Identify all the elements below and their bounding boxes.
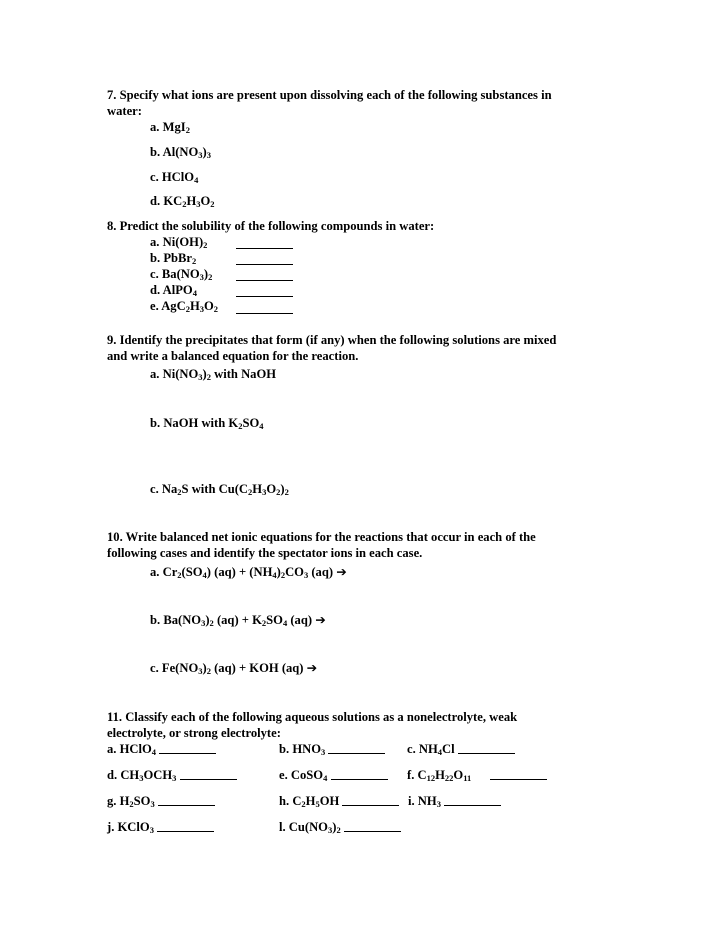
formula-text: NH xyxy=(417,794,437,808)
formula-subscript: 3 xyxy=(198,150,203,160)
formula-text: Na xyxy=(161,482,178,496)
formula-text: ) xyxy=(202,145,207,159)
q8-answer-blank-b[interactable] xyxy=(236,263,293,265)
q7-item-b xyxy=(150,145,211,160)
item-label: c. xyxy=(150,170,162,184)
q8-item-d xyxy=(150,283,197,298)
formula-text: HClO xyxy=(161,170,195,184)
formula-subscript: 3 xyxy=(139,773,144,783)
formula-subscript: 3 xyxy=(303,570,309,580)
q11-answer-blank-h[interactable] xyxy=(342,804,399,806)
q11-item-a xyxy=(107,742,216,757)
formula-text: Ba(NO xyxy=(161,267,200,281)
formula-text: Al(NO xyxy=(162,145,199,159)
item-label: a. xyxy=(150,565,163,579)
formula-text: ) xyxy=(202,367,207,381)
q9-item-c xyxy=(150,482,289,497)
formula-subscript: 3 xyxy=(321,747,326,757)
item-label: i. xyxy=(408,794,418,808)
formula-subscript: 3 xyxy=(172,773,177,783)
formula-subscript: 3 xyxy=(198,372,203,382)
formula-subscript: 4 xyxy=(282,618,288,628)
item-label: b. xyxy=(150,251,164,265)
q8-item-c xyxy=(150,267,212,282)
item-label: c. xyxy=(150,661,162,675)
q11-item-j xyxy=(107,820,214,835)
formula-subscript: 2 xyxy=(210,199,215,209)
formula-text: AgC xyxy=(161,299,186,313)
q11-answer-blank-i[interactable] xyxy=(444,804,501,806)
item-label: b. xyxy=(150,145,163,159)
q11-answer-blank-g[interactable] xyxy=(158,804,215,806)
formula-text: KClO xyxy=(117,820,150,834)
formula-subscript: 2 xyxy=(209,618,214,628)
formula-text: H xyxy=(252,482,263,496)
formula-text: Cr xyxy=(162,565,178,579)
q10-prompt-line1: 10. Write balanced net ionic equations for the reactions that occur in each of the xyxy=(107,530,536,544)
formula-text: O xyxy=(204,299,214,313)
formula-subscript: 2 xyxy=(280,570,286,580)
q8-answer-blank-e[interactable] xyxy=(236,312,293,314)
q7-prompt-line1: 7. Specify what ions are present upon dissolving each of the following substances in xyxy=(107,88,552,102)
formula-text: KC xyxy=(163,194,183,208)
formula-text: Ba(NO xyxy=(163,613,202,627)
formula-subscript: 4 xyxy=(323,773,328,783)
formula-subscript: 3 xyxy=(149,825,154,835)
formula-subscript: 4 xyxy=(437,747,443,757)
formula-text: (aq) + K xyxy=(213,613,262,627)
formula-text: PbBr xyxy=(163,251,192,265)
formula-subscript: 2 xyxy=(177,570,182,580)
formula-subscript: 2 xyxy=(248,487,253,497)
formula-subscript: 3 xyxy=(196,199,201,209)
formula-subscript: 2 xyxy=(129,799,134,809)
q8-answer-blank-c[interactable] xyxy=(236,279,293,281)
q11-answer-blank-d[interactable] xyxy=(180,778,237,780)
formula-subscript: 4 xyxy=(202,570,207,580)
formula-text: (aq) xyxy=(287,613,316,627)
item-label: b. xyxy=(150,416,164,430)
q9-prompt-line1: 9. Identify the precipitates that form (if any) when the following solutions are mixed xyxy=(107,333,557,347)
formula-text: H xyxy=(119,794,130,808)
formula-subscript: 2 xyxy=(208,272,213,282)
q7-item-d xyxy=(150,194,215,209)
formula-text: ) xyxy=(280,482,285,496)
formula-text: (SO xyxy=(181,565,203,579)
formula-text: HClO xyxy=(119,742,152,756)
formula-subscript: 12 xyxy=(426,773,436,783)
item-label: a. xyxy=(150,367,163,381)
item-label: b. xyxy=(279,742,293,756)
q11-answer-blank-l[interactable] xyxy=(344,830,401,832)
formula-subscript: 4 xyxy=(151,747,157,757)
formula-text: ) xyxy=(332,820,337,834)
item-label: d. xyxy=(150,194,164,208)
formula-text: (aq) + KOH (aq) xyxy=(210,661,307,675)
formula-text: Fe(NO xyxy=(161,661,199,675)
q11-answer-blank-e[interactable] xyxy=(331,778,388,780)
q8-answer-blank-a[interactable] xyxy=(236,247,293,249)
formula-subscript: 3 xyxy=(327,825,333,835)
formula-text: O xyxy=(266,482,277,496)
q10-prompt-line2: following cases and identify the spectator ions in each case. xyxy=(107,546,423,560)
item-label: h. xyxy=(279,794,293,808)
formula-text: S with Cu(C xyxy=(181,482,249,496)
item-label: a. xyxy=(150,235,163,249)
formula-text: ) xyxy=(203,267,209,281)
q10-item-b xyxy=(150,612,326,628)
q9-prompt-line2: and write a balanced equation for the reaction. xyxy=(107,349,359,363)
q11-item-h xyxy=(279,794,399,809)
formula-subscript: 2 xyxy=(177,487,182,497)
formula-text xyxy=(471,768,474,782)
formula-subscript: 2 xyxy=(276,487,281,497)
formula-text: OCH xyxy=(143,768,173,782)
q11-answer-blank-a[interactable] xyxy=(159,752,216,754)
q9-item-b xyxy=(150,416,264,431)
q11-item-f xyxy=(407,768,547,783)
q11-item-c xyxy=(407,742,515,757)
item-label: f. xyxy=(407,768,418,782)
q7-item-a xyxy=(150,120,190,135)
formula-subscript: 2 xyxy=(213,304,219,314)
formula-text: CoSO xyxy=(290,768,324,782)
formula-subscript: 3 xyxy=(201,618,206,628)
formula-subscript: 2 xyxy=(185,304,190,314)
formula-text: O xyxy=(453,768,464,782)
item-label: d. xyxy=(107,768,121,782)
formula-text: C xyxy=(292,794,302,808)
formula-subscript: 3 xyxy=(199,272,204,282)
formula-text: Ni(OH) xyxy=(162,235,204,249)
formula-text: H xyxy=(305,794,316,808)
formula-text: (aq) xyxy=(308,565,337,579)
formula-text: SO xyxy=(133,794,151,808)
item-label: c. xyxy=(150,267,162,281)
formula-text: with NaOH xyxy=(210,367,277,381)
item-label: a. xyxy=(107,742,120,756)
q8-item-a xyxy=(150,235,207,250)
formula-text: H xyxy=(189,299,200,313)
q7-prompt-line2: water: xyxy=(107,104,142,118)
formula-text: Cl xyxy=(442,742,458,756)
formula-subscript: 5 xyxy=(315,799,320,809)
q11-prompt-line1: 11. Classify each of the following aqueous solutions as a nonelectrolyte, weak xyxy=(107,710,518,724)
reaction-arrow-icon: ➔ xyxy=(315,612,326,627)
formula-subscript: 4 xyxy=(272,570,277,580)
formula-subscript: 4 xyxy=(194,175,199,185)
formula-subscript: 2 xyxy=(206,666,211,676)
formula-text: H xyxy=(435,768,445,782)
item-label: j. xyxy=(107,820,118,834)
formula-subscript: 3 xyxy=(150,799,155,809)
formula-text: SO xyxy=(242,416,260,430)
formula-subscript: 3 xyxy=(262,487,267,497)
formula-subscript: 2 xyxy=(284,487,289,497)
formula-subscript: 11 xyxy=(463,773,472,783)
q9-item-a xyxy=(150,367,276,382)
formula-subscript: 3 xyxy=(436,799,441,809)
item-label: d. xyxy=(150,283,163,297)
reaction-arrow-icon: ➔ xyxy=(306,660,318,675)
formula-text: O xyxy=(200,194,211,208)
formula-text: H xyxy=(186,194,197,208)
formula-text: CO xyxy=(285,565,304,579)
formula-subscript: 2 xyxy=(182,199,187,209)
formula-text: ) xyxy=(202,661,207,675)
q8-answer-blank-d[interactable] xyxy=(236,295,293,297)
q8-item-e xyxy=(150,299,218,314)
q11-item-g xyxy=(107,794,215,809)
formula-text: NH xyxy=(418,742,438,756)
formula-subscript: 4 xyxy=(259,421,264,431)
formula-subscript: 2 xyxy=(203,240,208,250)
q8-item-b xyxy=(150,251,196,266)
formula-text: NaOH with K xyxy=(163,416,239,430)
q7-item-c xyxy=(150,170,198,185)
formula-subscript: 3 xyxy=(198,666,203,676)
item-label: e. xyxy=(150,299,162,313)
formula-text: HNO xyxy=(292,742,321,756)
q8-prompt-line1: 8. Predict the solubility of the following compounds in water: xyxy=(107,219,435,233)
q10-item-c xyxy=(150,660,317,676)
item-label: c. xyxy=(407,742,419,756)
formula-text: OH xyxy=(319,794,343,808)
formula-subscript: 2 xyxy=(238,421,243,431)
formula-text: Ni(NO xyxy=(162,367,199,381)
q11-item-d xyxy=(107,768,237,783)
formula-text: Cu(NO xyxy=(288,820,328,834)
formula-subscript: 3 xyxy=(199,304,204,314)
q11-prompt-line2: electrolyte, or strong electrolyte: xyxy=(107,726,281,740)
q11-answer-blank-f[interactable] xyxy=(490,778,547,780)
formula-text: MgI xyxy=(162,120,186,134)
formula-subscript: 3 xyxy=(206,150,211,160)
item-label: l. xyxy=(279,820,289,834)
item-label: c. xyxy=(150,482,162,496)
formula-subscript: 2 xyxy=(206,372,211,382)
formula-subscript: 2 xyxy=(336,825,341,835)
item-label: a. xyxy=(150,120,163,134)
q11-answer-blank-b[interactable] xyxy=(328,752,385,754)
formula-subscript: 2 xyxy=(301,799,306,809)
item-label: g. xyxy=(107,794,120,808)
q11-answer-blank-j[interactable] xyxy=(157,830,214,832)
formula-text: CH xyxy=(120,768,140,782)
formula-text: ) (aq) + (NH xyxy=(206,565,273,579)
formula-subscript: 2 xyxy=(192,256,197,266)
formula-subscript: 2 xyxy=(261,618,267,628)
formula-text: ) xyxy=(276,565,281,579)
q11-item-i xyxy=(408,794,501,809)
formula-subscript: 22 xyxy=(444,773,454,783)
formula-text: C xyxy=(417,768,427,782)
formula-text: AlPO xyxy=(162,283,193,297)
q11-item-e xyxy=(279,768,388,783)
item-label: e. xyxy=(279,768,291,782)
q10-item-a xyxy=(150,564,347,580)
formula-text: ) xyxy=(205,613,210,627)
q11-answer-blank-c[interactable] xyxy=(458,752,515,754)
item-label: b. xyxy=(150,613,164,627)
reaction-arrow-icon: ➔ xyxy=(336,564,347,579)
formula-text: SO xyxy=(266,613,283,627)
formula-subscript: 2 xyxy=(185,125,190,135)
q11-item-l xyxy=(279,820,401,835)
q11-item-b xyxy=(279,742,385,757)
formula-subscript: 4 xyxy=(192,288,197,298)
